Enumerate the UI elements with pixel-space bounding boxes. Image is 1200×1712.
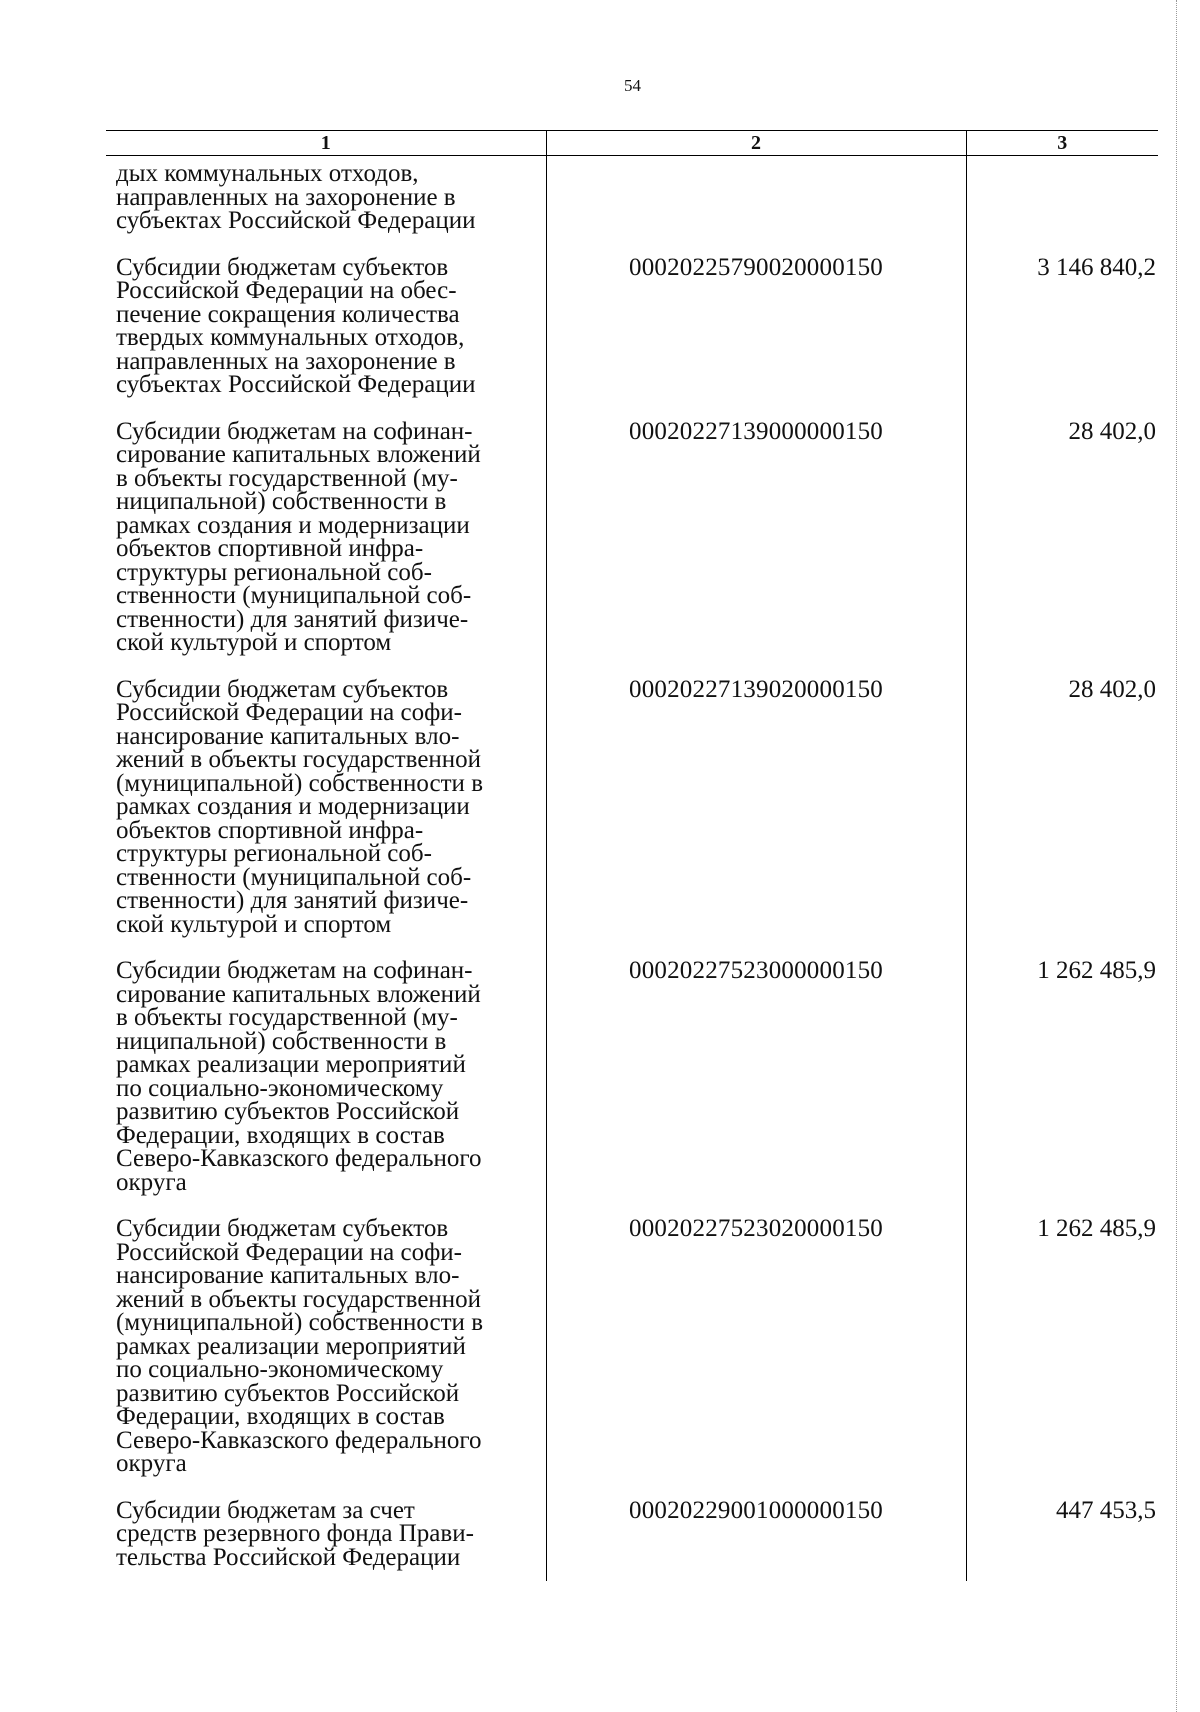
row-name: Субсидии бюджетам субъектов Российской Федерации на софи- нансирование капитальных вло- жений в объекты государственной (муниципальной) собственности в рамках реализации мероприятий по социально-экономическому развитию субъектов Российской Федерации, входящих в состав Северо-Кавказского федерального округа — [116, 1215, 483, 1477]
table-row — [106, 1499, 1158, 1582]
row-code-cell: 00020227523020000150 — [546, 1217, 966, 1499]
row-code-cell: 00020229001000000150 — [546, 1499, 966, 1582]
column-header-1: 1 — [106, 131, 546, 156]
row-amount-cell — [966, 156, 1158, 256]
row-name: Субсидии бюджетам субъектов Российской Федерации на софи- нансирование капитальных вло- жений в объекты государственной (муниципальной) собственности в рамках создания и модернизации объектов спортивной инфра- структуры региональной соб- ственности (муниципальной соб- ственности) для занятий физиче- ской культурой и спортом — [116, 675, 483, 938]
row-amount-cell: 3 146 840,2 — [966, 256, 1158, 420]
table-row — [106, 1217, 1158, 1499]
column-header-2: 2 — [546, 131, 966, 156]
row-name: Субсидии бюджетам за счет средств резервного фонда Прави- тельства Российской Федерации — [116, 1496, 474, 1571]
row-name-cell — [106, 959, 546, 1217]
row-name: Субсидии бюджетам на софинан- сирование капитальных вложений в объекты государственной (му- ниципальной) собственности в рамках создания и модернизации объектов спортивной инфра- структуры региональной соб- ственности (муниципальной соб- ственности) для занятий физиче- ской культурой и спортом — [116, 417, 481, 656]
row-amount-cell: 28 402,0 — [966, 420, 1158, 678]
table-row — [106, 256, 1158, 420]
row-amount-cell: 1 262 485,9 — [966, 1217, 1158, 1499]
row-name-cell — [106, 156, 546, 256]
row-code-cell: 00020225790020000150 — [546, 256, 966, 420]
row-name: Субсидии бюджетам субъектов Российской Федерации на обес- печение сокращения количества твердых коммунальных отходов, направленных на захоронение в субъектах Российской Федерации — [116, 253, 476, 398]
row-name-cell — [106, 253, 546, 420]
table-row — [106, 959, 1158, 1217]
row-name-cell — [106, 675, 546, 960]
row-amount-cell: 447 453,5 — [966, 1499, 1158, 1582]
row-name: Субсидии бюджетам на софинан- сирование капитальных вложений в объекты государственной (му- ниципальной) собственности в рамках реализации мероприятий по социально-экономическому развитию субъектов Российской Федерации, входящих в состав Северо-Кавказского федерального округа — [116, 957, 482, 1196]
table-header-row — [106, 131, 1158, 156]
budget-table — [106, 130, 1158, 1581]
row-name-cell — [106, 1496, 546, 1582]
column-header-3: 3 — [966, 131, 1158, 156]
row-name-cell — [106, 1217, 546, 1499]
scan-edge-line — [1176, 0, 1177, 1712]
row-code-cell: 00020227139000000150 — [546, 420, 966, 678]
row-code-cell: 00020227523000000150 — [546, 959, 966, 1217]
row-code-cell: 00020227139020000150 — [546, 678, 966, 960]
row-amount-cell: 28 402,0 — [966, 678, 1158, 960]
row-amount-cell: 1 262 485,9 — [966, 959, 1158, 1217]
row-name: дых коммунальных отходов, направленных на захоронение в субъектах Российской Федерации — [116, 160, 476, 234]
row-name-cell — [106, 417, 546, 678]
table-row — [106, 420, 1158, 678]
table-row — [106, 678, 1158, 960]
table-row — [106, 156, 1158, 256]
row-code-cell — [546, 156, 966, 256]
page-number: 54 — [624, 76, 641, 95]
